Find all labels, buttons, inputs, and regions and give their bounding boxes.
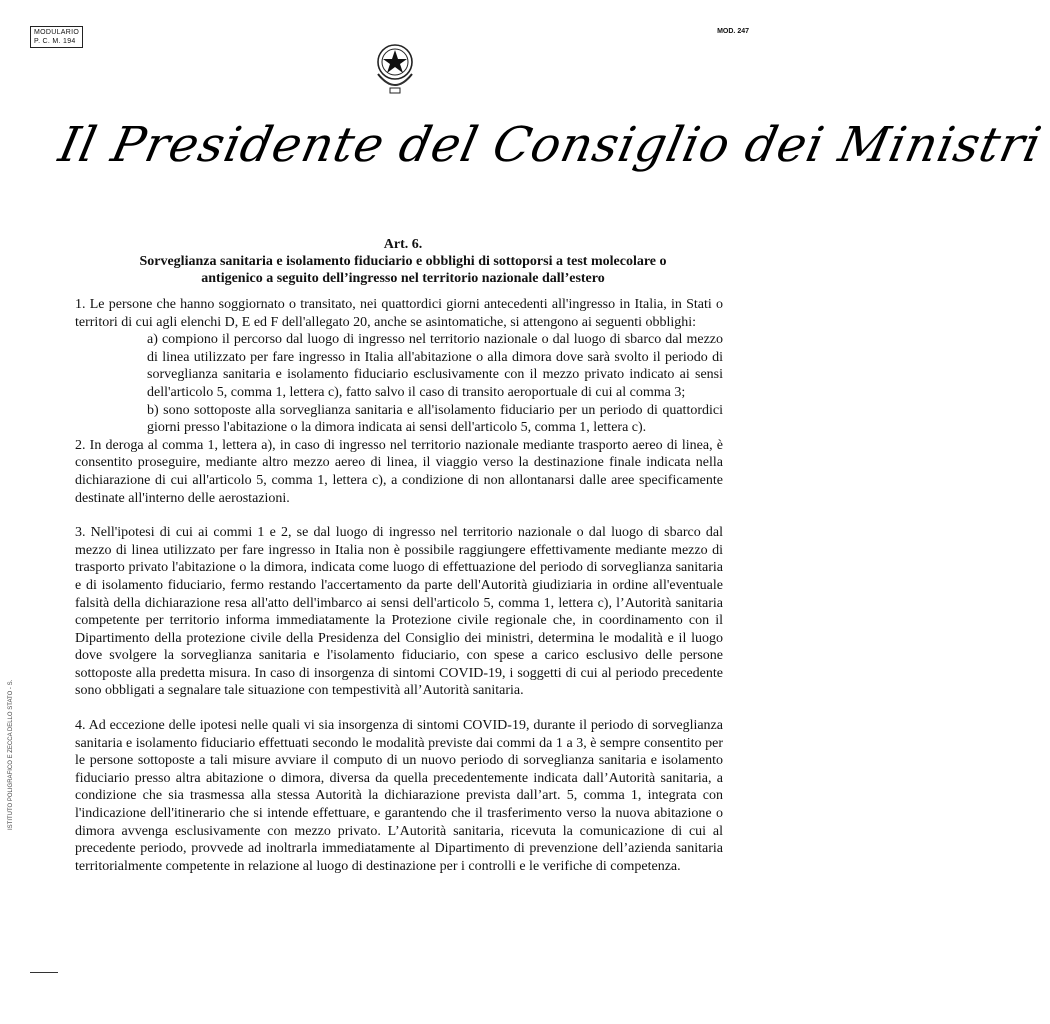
paragraph-2: 2. In deroga al comma 1, lettera a), in caso di ingresso nel territorio nazionale mediante trasporto aereo di linea, è consentito proseguire, mediante altro mezzo aereo di linea, il viaggio verso la destinazione finale indicata nella dichiarazione di cui all'articolo 5, comma 1, lettera c), a condizione di non allontanarsi dalle aree specificamente destinate all'interno delle aerostazioni.	[75, 437, 723, 506]
model-code: MOD. 247	[717, 28, 749, 35]
header-title: Il Presidente del Consiglio dei Ministri	[54, 117, 1047, 173]
side-imprint: ISTITUTO POLIGRAFICO E ZECCA DELLO STATO - S.	[8, 679, 14, 830]
form-stamp	[30, 26, 83, 48]
italian-republic-emblem-icon	[370, 40, 420, 98]
article-title-line-2: antigenico a seguito dell’ingresso nel territorio nazionale dall’estero	[201, 271, 605, 286]
paragraph-1-item-a: a) compiono il percorso dal luogo di ingresso nel territorio nazionale o dal luogo di sbarco dal mezzo di linea utilizzato per fare ingresso in Italia all'abitazione o alla dimora dove sarà svolto il periodo di sorveglianza sanitaria e isolamento fiduciario esclusivamente con il mezzo privato indicato ai sensi dell'articolo 5, comma 1, lettera c), fatto salvo il caso di transito aeroportuale di cui al comma 3;	[147, 332, 723, 400]
article-number: Art. 6.	[383, 237, 423, 252]
margin-line	[30, 972, 58, 973]
paragraph-1: 1. Le persone che hanno soggiornato o transitato, nei quattordici giorni antecedenti all'ingresso in Italia, in Stati o territori di cui agli elenchi D, E ed F dell'allegato 20, anche se asintomatiche, si attengono ai seguenti obblighi:	[75, 297, 723, 330]
stamp-line-2: P. C. M. 194	[34, 38, 76, 45]
article-title-line-1: Sorveglianza sanitaria e isolamento fiduciario e obblighi di sottoporsi a test molecolare o	[139, 254, 667, 269]
article-body	[75, 296, 723, 892]
paragraph-3: 3. Nell'ipotesi di cui ai commi 1 e 2, se dal luogo di ingresso nel territorio nazionale o dal luogo di sbarco dal mezzo di linea utilizzato per fare ingresso in Italia non è possibile raggiungere effettivamente mediante mezzo di trasporto privato l'abitazione o la dimora, indicata come luogo di effettuazione del periodo di sorveglianza sanitaria e di isolamento fiduciario, fermo restando l'accertamento da parte dell'Autorità giudiziaria in ordine all'eventuale falsità della dichiarazione resa all'atto dell'imbarco ai sensi dell'articolo 5, comma 1, lettera c), l’Autorità sanitaria competente per territorio informa immediatamente la Protezione civile regionale che, in coordinamento con il Dipartimento della protezione civile della Presidenza del Consiglio dei ministri, determina le modalità e il luogo dove svolgere la sorveglianza sanitaria e l'isolamento fiduciario, con spese a carico esclusivo delle persone sottoposte alla predetta misura. In caso di insorgenza di sintomi COVID-19, i soggetti di cui al periodo precedente sono obbligati a segnalare tale situazione con tempestività all’Autorità sanitaria.	[75, 525, 723, 699]
paragraph-1-item-b: b) sono sottoposte alla sorveglianza sanitaria e all'isolamento fiduciario per un periodo di quattordici giorni presso l'abitazione o la dimora indicata ai sensi dell'articolo 5, comma 1, lettera c).	[147, 402, 723, 436]
article-heading	[88, 236, 718, 287]
stamp-line-1: MODULARIO	[34, 29, 80, 36]
paragraph-4: 4. Ad eccezione delle ipotesi nelle quali vi sia insorgenza di sintomi COVID-19, durante il periodo di sorveglianza sanitaria e isolamento fiduciario effettuati secondo le modalità previste dai commi da 1 a 3, è sempre consentito per le persone sottoposte a tali misure avviare il computo di un nuovo periodo di sorveglianza sanitaria e isolamento fiduciario presso altra abitazione o dimora, diversa da quella precedentemente indicata dall’Autorità sanitaria, a condizione che sia trasmessa alla stessa Autorità la dichiarazione prevista dall’art. 5, comma 1, integrata con l'indicazione dell'itinerario che si intende effettuare, e garantendo che il trasferimento verso la nuova abitazione o dimora avvenga esclusivamente con mezzo privato. L’Autorità sanitaria, ricevuta la comunicazione di cui al precedente periodo, provvede ad inoltrarla immediatamente al Dipartimento di prevenzione dell’azienda sanitaria territorialmente competente in relazione al luogo di destinazione per i controlli e le verifiche di competenza.	[75, 718, 723, 874]
